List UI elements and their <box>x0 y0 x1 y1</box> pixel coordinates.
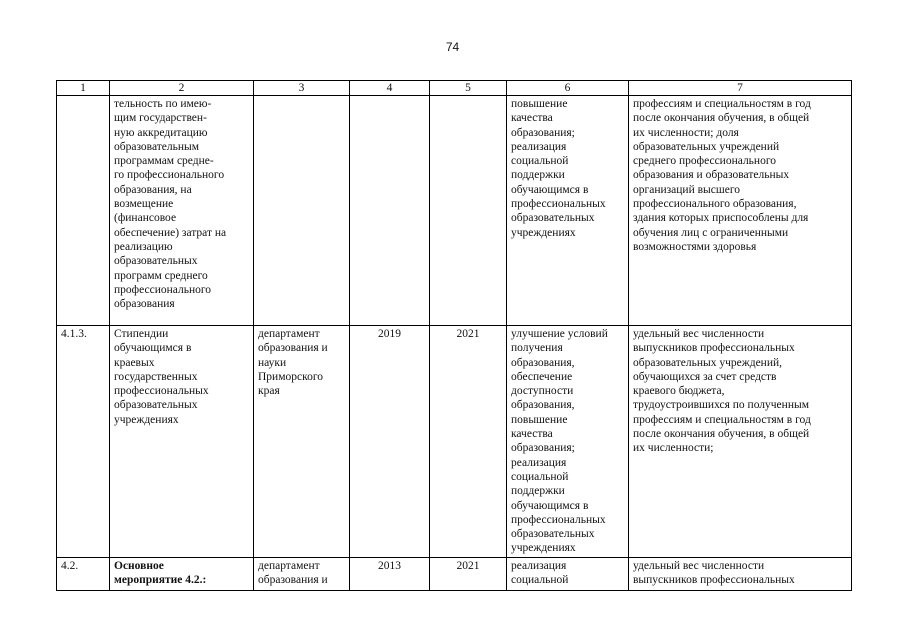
header-cell: 7 <box>629 81 852 96</box>
table-header-row <box>57 81 852 96</box>
activity-name-cell: Стипендии обучающимся в краевых государственных профессиональных образовательных учреждениях <box>110 326 254 558</box>
row-number-cell: 4.2. <box>57 557 110 590</box>
end-year-cell: 2021 <box>430 557 507 590</box>
table-row <box>57 96 852 326</box>
executor-cell <box>254 96 350 326</box>
activity-name-cell: тельность по имею- щим государствен- ную аккредитацию образовательным программам средне- го профессионального образования, на возмещение (финансовое обеспечение) затрат на реализацию образовательных программ среднего профессионального образования <box>110 96 254 326</box>
end-year-cell: 2021 <box>430 326 507 558</box>
header-cell: 6 <box>507 81 629 96</box>
row-number-cell: 4.1.3. <box>57 326 110 558</box>
program-table <box>56 80 852 591</box>
header-cell: 2 <box>110 81 254 96</box>
indicator-cell: удельный вес численности выпускников профессиональных образовательных учреждений, обучающихся за счет средств краевого бюджета, трудоустроившихся по полученным профессиям и специальностям в год после окончания обучения, в общей их численности; <box>629 326 852 558</box>
start-year-cell: 2013 <box>350 557 430 590</box>
end-year-cell <box>430 96 507 326</box>
expected-result-cell: повышение качества образования; реализация социальной поддержки обучающимся в профессиональных образовательных учреждениях <box>507 96 629 326</box>
row-number-cell <box>57 96 110 326</box>
header-cell: 3 <box>254 81 350 96</box>
table-row <box>57 326 852 558</box>
expected-result-cell: реализация социальной <box>507 557 629 590</box>
indicator-cell: удельный вес численности выпускников профессиональных <box>629 557 852 590</box>
expected-result-cell: улучшение условий получения образования, обеспечение доступности образования, повышение качества образования; реализация социальной поддержки обучающимся в профессиональных образовательных учреждениях <box>507 326 629 558</box>
start-year-cell: 2019 <box>350 326 430 558</box>
activity-name-cell: Основное мероприятие 4.2.: <box>110 557 254 590</box>
executor-cell: департамент образования и <box>254 557 350 590</box>
indicator-cell: профессиям и специальностям в год после окончания обучения, в общей их численности; доля образовательных учреждений среднего профессионального образования и образовательных организаций высшего профессионального образования, здания которых приспособлены для обучения лиц с ограниченными возможностями здоровья <box>629 96 852 326</box>
header-cell: 4 <box>350 81 430 96</box>
executor-cell: департамент образования и науки Приморского края <box>254 326 350 558</box>
header-cell: 5 <box>430 81 507 96</box>
header-cell: 1 <box>57 81 110 96</box>
table-row <box>57 557 852 590</box>
start-year-cell <box>350 96 430 326</box>
page-number: 74 <box>445 40 460 54</box>
